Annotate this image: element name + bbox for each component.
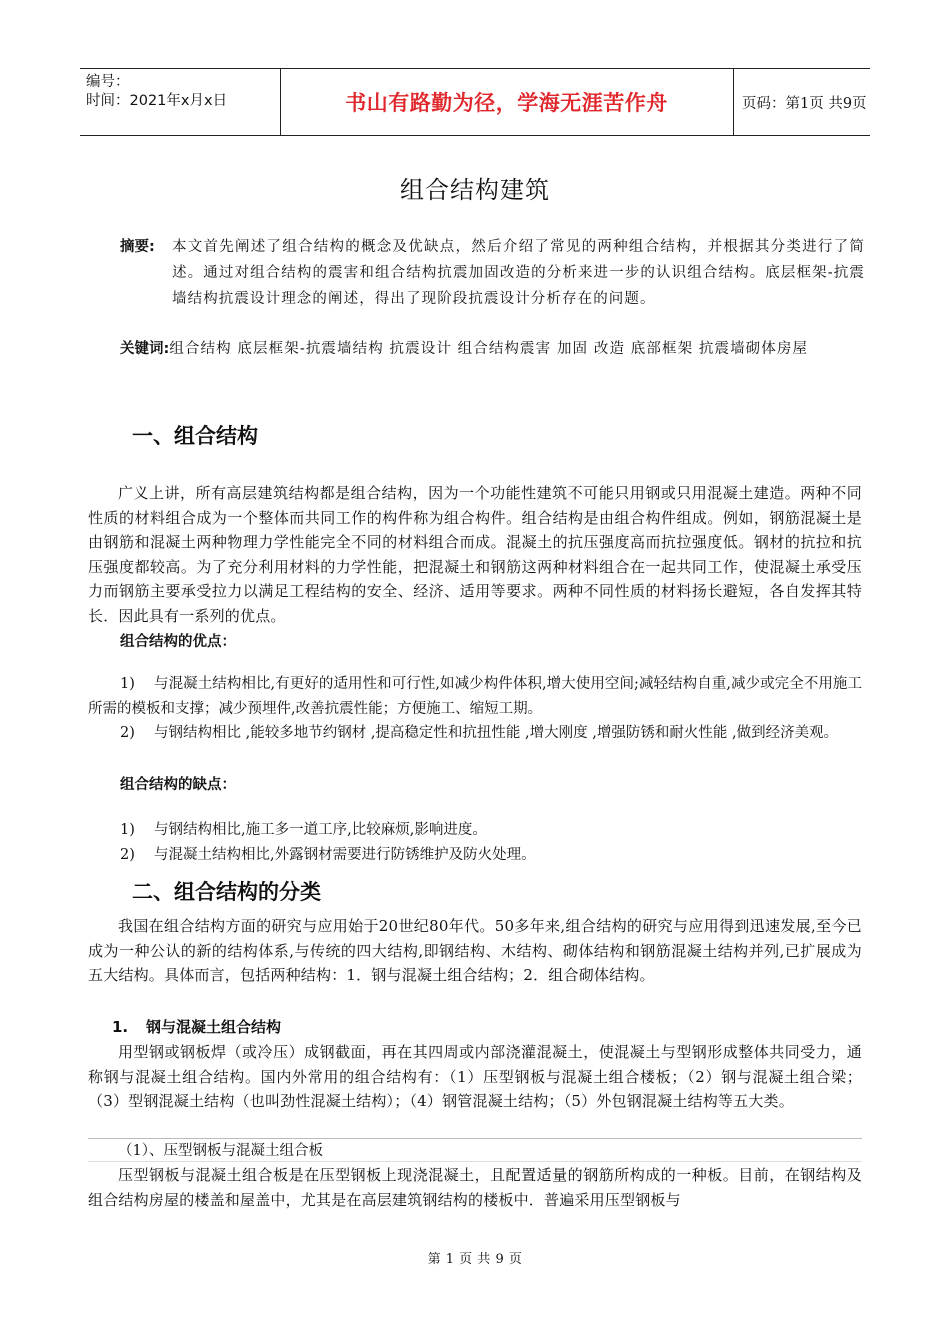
page-footer: 第 1 页 共 9 页 bbox=[427, 1252, 523, 1267]
page-info: 页码：第1页 共9页 bbox=[742, 95, 867, 112]
disadvantage-text: 与混凝土结构相比,外露钢材需要进行防锈维护及防火处理。 bbox=[154, 847, 536, 863]
page-title: 组合结构建筑 bbox=[400, 176, 550, 204]
subsection-num: 1. bbox=[112, 1018, 129, 1036]
subsubsection-heading: （1）、压型钢板与混凝土组合板 bbox=[88, 1138, 862, 1162]
header-motto-cell bbox=[280, 69, 734, 135]
disadvantages-title: 组合结构的缺点： bbox=[120, 777, 236, 793]
advantage-item bbox=[88, 721, 862, 746]
keywords bbox=[90, 336, 865, 362]
abstract bbox=[120, 234, 865, 312]
section1-paragraph: 广义上讲，所有高层建筑结构都是组合结构，因为一个功能性建筑不可能只用钢或只用混凝土建造。两种不同性质的材料组合成为一个整体而共同工作的构件称为组合构件。组合结构是由组合构件组成。例如，钢筋混凝土是由钢筋和混凝土两种物理力学性能完全不同的材料组合而成。混凝土的抗压强度高而抗拉强度低。钢材的抗拉和抗压强度都较高。为了充分利用材料的力学性能，把混凝土和钢筋这两种材料组合在一起共同工作，使混凝土承受压力而钢筋主要承受拉力以满足工程结构的安全、经济、适用等要求。两种不同性质的材料扬长避短，各自发挥其特长．因此具有一系列的优点。 bbox=[88, 484, 862, 625]
header-meta-cell bbox=[80, 69, 281, 135]
section1-heading: 一、组合结构 bbox=[132, 424, 258, 448]
advantage-text: 与钢结构相比 ,能较多地节约钢材 ,提高稳定性和抗扭性能 ,增大刚度 ,增强防锈和耐火性能 ,做到经济美观。 bbox=[154, 725, 839, 741]
advantage-text: 与混凝土结构相比,有更好的适用性和可行性,如减少构件体积,增大使用空间;减轻结构自重,减少或完全不用施工所需的模板和支撑；减少预埋件,改善抗震性能；方便施工、缩短工期。 bbox=[88, 676, 862, 717]
subsection-heading bbox=[112, 1016, 281, 1037]
advantage-num: 1) bbox=[120, 676, 135, 692]
header-table bbox=[80, 68, 870, 136]
date-label: 时间：2021年x月x日 bbox=[86, 93, 228, 109]
advantage-num: 2) bbox=[120, 725, 135, 741]
disadvantage-item bbox=[120, 843, 860, 864]
abstract-label: 摘要: bbox=[120, 239, 155, 255]
abstract-text: 本文首先阐述了组合结构的概念及优缺点，然后介绍了常见的两种组合结构，并根据其分类进行了简述。通过对组合结构的震害和组合结构抗震加固改造的分析来进一步的认识组合结构。底层框架-抗震墙结构抗震设计理念的阐述，得出了现阶段抗震设计分析存在的问题。 bbox=[172, 239, 865, 307]
motto: 书山有路勤为径，学海无涯苦作舟 bbox=[345, 91, 668, 115]
disadvantage-item bbox=[120, 818, 860, 839]
number-label: 编号： bbox=[86, 74, 130, 90]
subsection-paragraph: 用型钢或钢板焊（或冷压）成钢截面，再在其四周或内部浇灌混凝土，使混凝土与型钢形成整体共同受力，通称钢与混凝土组合结构。国内外常用的组合结构有：（1）压型钢板与混凝土组合楼板；（2）钢与混凝土组合梁；（3）型钢混凝土结构（也叫劲性混凝土结构）；（4）钢管混凝土结构；（5）外包钢混凝土结构等五大类。 bbox=[88, 1043, 862, 1110]
disadvantage-num: 1) bbox=[120, 822, 135, 838]
disadvantage-num: 2) bbox=[120, 847, 135, 863]
keywords-text: 组合结构 底层框架-抗震墙结构 抗震设计 组合结构震害 加固 改造 底部框架 抗震墙砌体房屋 bbox=[169, 341, 809, 357]
advantages-title: 组合结构的优点： bbox=[120, 634, 236, 650]
section2-heading: 二、组合结构的分类 bbox=[132, 880, 321, 904]
section2-paragraph: 我国在组合结构方面的研究与应用始于20世纪80年代。50多年来,组合结构的研究与应用得到迅速发展,至今已成为一种公认的新的结构体系,与传统的四大结构,即钢结构、木结构、砌体结构和钢筋混凝土结构并列,已扩展成为五大结构。具体而言，包括两种结构：1．钢与混凝土组合结构；2．组合砌体结构。 bbox=[88, 917, 862, 984]
keywords-label: 关键词: bbox=[120, 341, 170, 357]
advantage-item bbox=[88, 672, 862, 722]
subsection-title: 钢与混凝土组合结构 bbox=[146, 1018, 282, 1036]
subsubsection-paragraph: 压型钢板与混凝土组合板是在压型钢板上现浇混凝土，且配置适量的钢筋所构成的一种板。目前，在钢结构及组合结构房屋的楼盖和屋盖中，尤其是在高层建筑钢结构的楼板中．普遍采用压型钢板与 bbox=[88, 1166, 862, 1209]
header-page-cell bbox=[734, 69, 870, 135]
disadvantage-text: 与钢结构相比,施工多一道工序,比较麻烦,影响进度。 bbox=[154, 822, 487, 838]
